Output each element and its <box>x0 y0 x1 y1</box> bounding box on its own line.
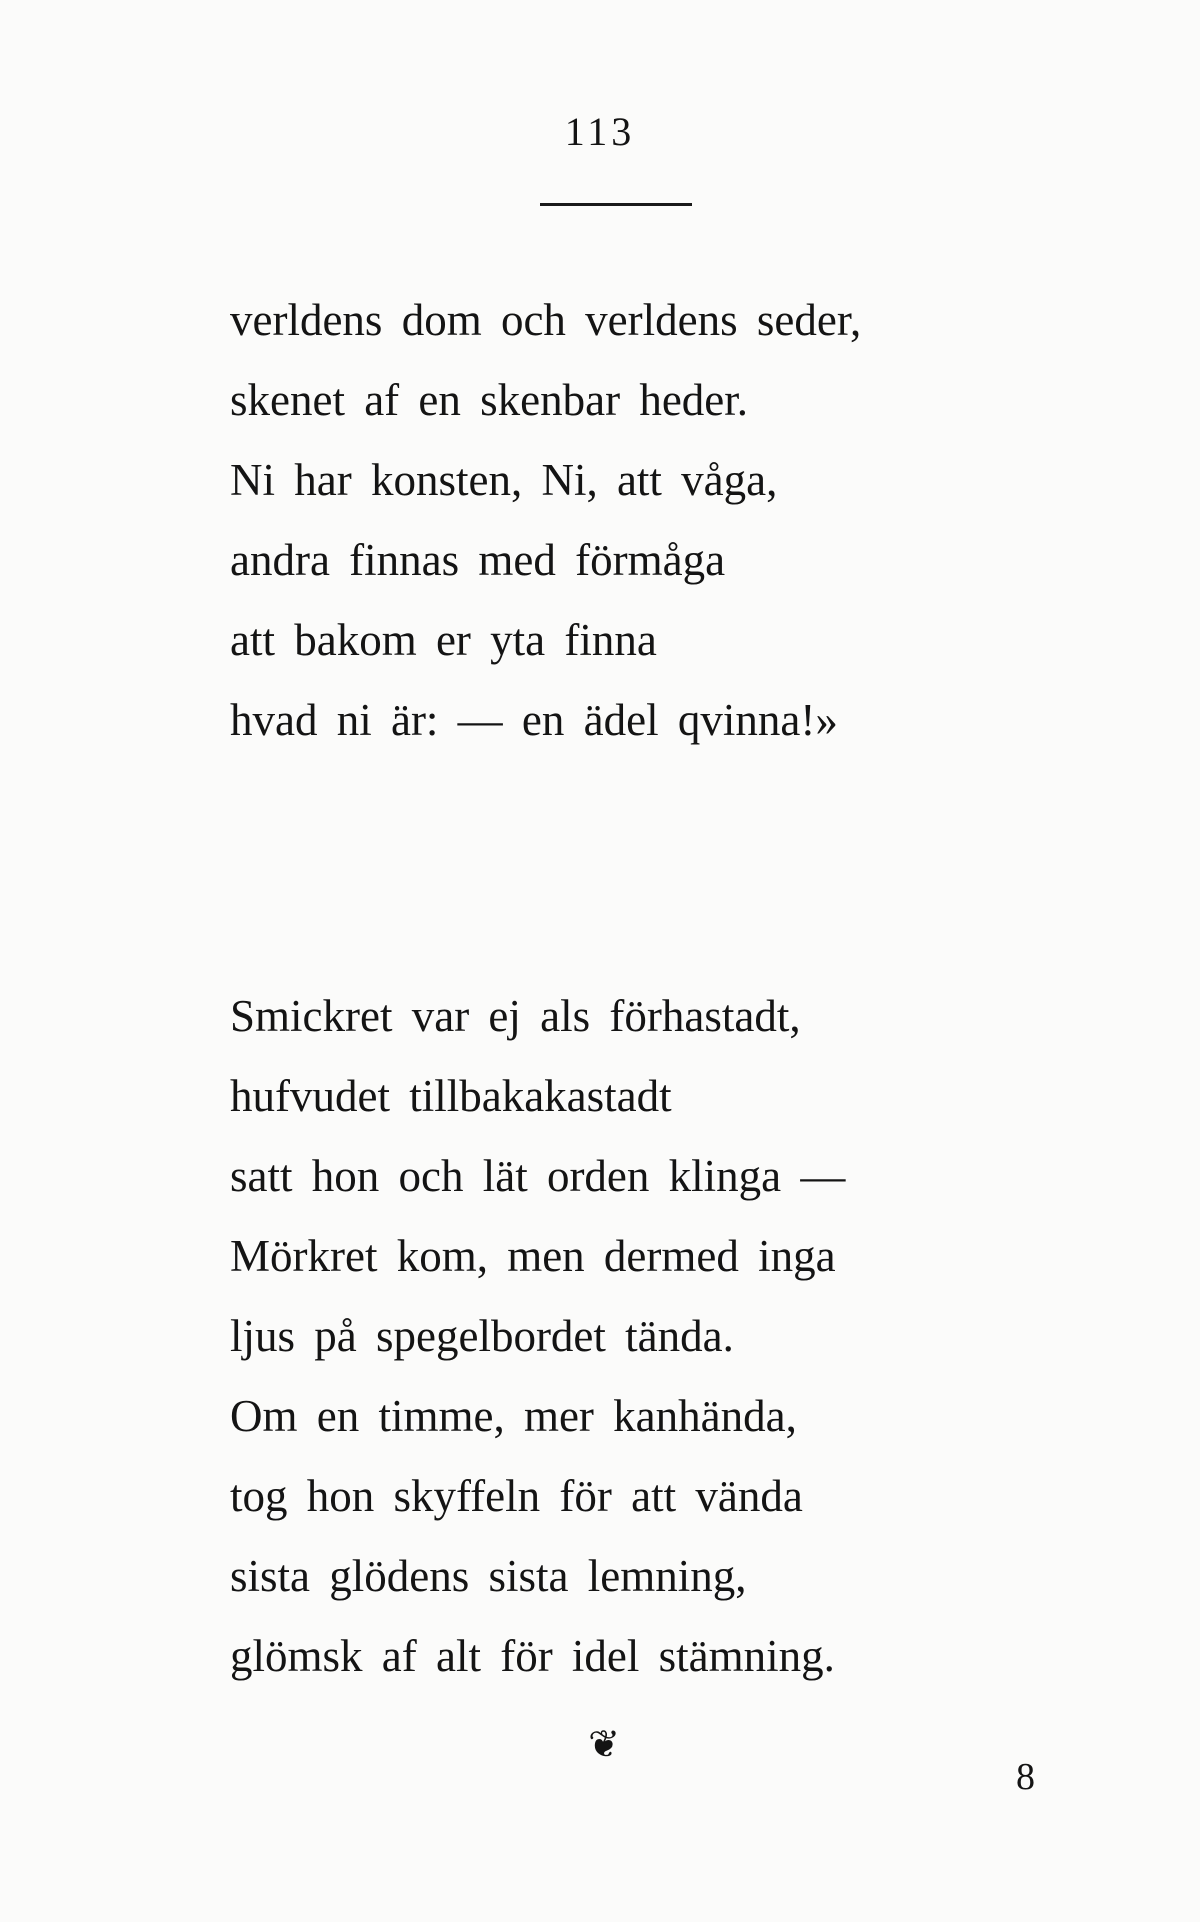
signature-mark: 8 <box>1016 1756 1035 1798</box>
poem-line: verldens dom och verldens seder, <box>230 295 862 345</box>
poem-line: hufvudet tillbakakastadt <box>230 1071 672 1121</box>
poem-stanza-2 <box>230 976 845 1696</box>
poem-line: glömsk af alt för idel stämning. <box>230 1631 835 1681</box>
poem-line: andra finnas med förmåga <box>230 535 726 585</box>
poem-line: skenet af en skenbar heder. <box>230 375 749 425</box>
poem-line: Mörkret kom, men dermed inga <box>230 1231 836 1281</box>
page-number: 113 <box>564 109 636 154</box>
poem-stanza-1 <box>230 280 861 760</box>
poem-line: att bakom er yta finna <box>230 615 657 665</box>
poem-line: sista glödens sista lemning, <box>230 1551 747 1601</box>
poem-line: Om en timme, mer kanhända, <box>230 1391 797 1441</box>
fleuron-ornament-icon: ❦ <box>588 1722 620 1766</box>
poem-line: Ni har konsten, Ni, att våga, <box>230 455 778 505</box>
header-rule <box>540 203 692 206</box>
poem-line: satt hon och lät orden klinga — <box>230 1151 846 1201</box>
poem-line: Smickret var ej als förhastadt, <box>230 991 801 1041</box>
poem-line: tog hon skyffeln för att vända <box>230 1471 803 1521</box>
poem-line: ljus på spegelbordet tända. <box>230 1311 734 1361</box>
poem-line: hvad ni är: — en ädel qvinna!» <box>230 695 838 745</box>
